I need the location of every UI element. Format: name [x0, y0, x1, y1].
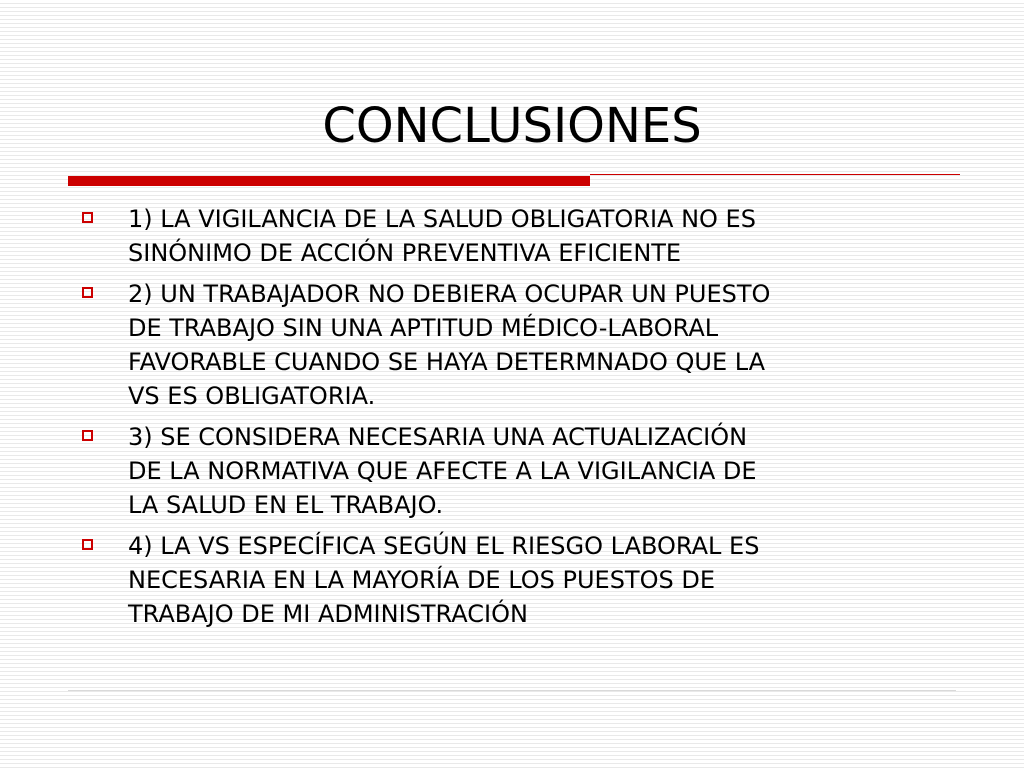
bullet-line: 3) SE CONSIDERA NECESARIA UNA ACTUALIZACIÓN: [128, 423, 748, 451]
hollow-square-bullet-icon: [82, 212, 93, 223]
bullet-line: 4) LA VS ESPECÍFICA SEGÚN EL RIESGO LABORAL ES: [128, 532, 760, 560]
hollow-square-bullet-icon: [82, 287, 93, 298]
hollow-square-bullet-icon: [82, 430, 93, 441]
bullet-line: SINÓNIMO DE ACCIÓN PREVENTIVA EFICIENTE: [128, 239, 682, 267]
bullet-item-3: [80, 420, 960, 522]
bullet-line: 1) LA VIGILANCIA DE LA SALUD OBLIGATORIA NO ES: [128, 205, 756, 233]
slide-title: [0, 98, 1024, 156]
bullet-line: FAVORABLE CUANDO SE HAYA DETERMNADO QUE LA: [128, 348, 766, 376]
bullet-list: [80, 202, 960, 638]
bullet-line: 2) UN TRABAJADOR NO DEBIERA OCUPAR UN PUESTO: [128, 280, 771, 308]
title-underline: [68, 172, 960, 186]
bullet-line: LA SALUD EN EL TRABAJO.: [128, 491, 444, 519]
title-underline-thick: [68, 176, 590, 186]
bullet-line: DE TRABAJO SIN UNA APTITUD MÉDICO-LABORAL: [128, 314, 719, 342]
hollow-square-bullet-icon: [82, 539, 93, 550]
bullet-line: VS ES OBLIGATORIA.: [128, 382, 376, 410]
bullet-item-2: [80, 277, 960, 413]
bullet-line: DE LA NORMATIVA QUE AFECTE A LA VIGILANCIA DE: [128, 457, 757, 485]
bullet-line: NECESARIA EN LA MAYORÍA DE LOS PUESTOS DE: [128, 566, 715, 594]
bullet-line: TRABAJO DE MI ADMINISTRACIÓN: [128, 600, 528, 628]
bullet-item-4: [80, 529, 960, 631]
title-underline-thin: [590, 174, 960, 175]
bullet-item-1: [80, 202, 960, 270]
footer-divider: [68, 690, 956, 691]
slide-title-text: CONCLUSIONES: [322, 98, 702, 154]
